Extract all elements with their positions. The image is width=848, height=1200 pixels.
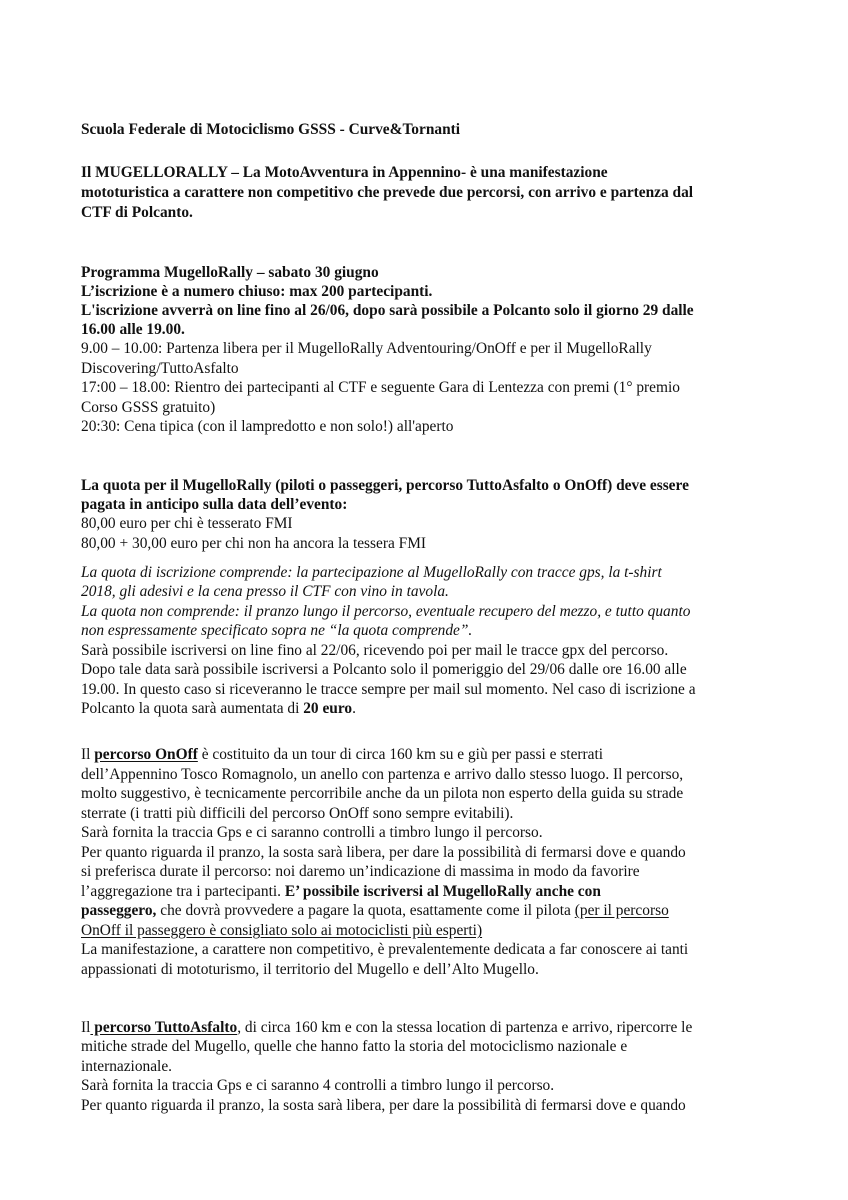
schedule-line: 17:00 – 18.00: Rientro dei partecipanti al CTF e seguente Gara di Lentezza con premi (1° premio	[81, 379, 680, 396]
onoff-passenger-line: passeggero, che dovrà provvedere a pagare la quota, esattamente come il pilota (per il percorso	[81, 902, 669, 919]
tuttoasfalto-line: Sarà fornita la traccia Gps e ci saranno 4 controlli a timbro lungo il percorso.	[81, 1077, 555, 1094]
registration-info-line: 19.00. In questo caso si riceveranno le tracce sempre per mail sul momento. Nel caso di iscrizione a	[81, 681, 696, 698]
schedule-line: 9.00 – 10.00: Partenza libera per il MugelloRally Adventouring/OnOff e per il MugelloRally	[81, 340, 652, 357]
quota-heading-line: pagata in anticipo sulla data dell’evento:	[81, 496, 348, 513]
quota-excludes-line: La quota non comprende: il pranzo lungo il percorso, eventuale recupero del mezzo, e tutto quanto	[81, 603, 691, 620]
schedule-line: Corso GSSS gratuito)	[81, 399, 216, 416]
onoff-line: appassionati di mototurismo, il territorio del Mugello e dell’Alto Mugello.	[81, 961, 539, 978]
quota-excludes-line: non espressamente specificato sopra ne “la quota comprende”.	[81, 622, 473, 639]
schedule-line: Discovering/TuttoAsfalto	[81, 360, 239, 377]
registration-info-line: Sarà possibile iscriversi on line fino al 22/06, ricevendo poi per mail le tracce gpx del percorso.	[81, 642, 669, 659]
passenger-note-bold: E’ possibile iscriversi al MugelloRally anche con	[284, 883, 601, 900]
schedule-line: 20:30: Cena tipica (con il lampredotto e non solo!) all'aperto	[81, 418, 454, 435]
quota-includes-line: La quota di iscrizione comprende: la partecipazione al MugelloRally con tracce gps, la t-shirt	[81, 564, 662, 581]
onoff-aggregation-line: l’aggregazione tra i partecipanti. E’ possibile iscriversi al MugelloRally anche con	[81, 883, 601, 900]
onoff-line: dell’Appennino Tosco Romagnolo, un anello con partenza e arrivo dallo stesso luogo. Il percorso,	[81, 766, 684, 783]
price-line: 80,00 euro per chi è tesserato FMI	[81, 515, 293, 532]
onoff-line: molto suggestivo, è tecnicamente percorribile anche da un pilota non esperto della guida su strade	[81, 785, 684, 802]
closed-registration: L’iscrizione è a numero chiuso: max 200 partecipanti.	[81, 283, 433, 300]
tuttoasfalto-route-title: percorso TuttoAsfalto	[90, 1019, 238, 1036]
onoff-line: si preferisca durate il percorso: noi daremo un’indicazione di massima in modo da favorire	[81, 863, 640, 880]
onoff-line: sterrate (i tratti più difficili del percorso OnOff sono sempre evitabili).	[81, 805, 514, 822]
onoff-line: Per quanto riguarda il pranzo, la sosta sarà libera, per dare la possibilità di fermarsi dove e quando	[81, 844, 686, 861]
document-title: Scuola Federale di Motociclismo GSSS - Curve&Tornanti	[81, 121, 461, 138]
onoff-intro-line: Il percorso OnOff è costituito da un tour di circa 160 km su e giù per passi e sterrati	[81, 746, 604, 763]
tuttoasfalto-line: mitiche strade del Mugello, quelle che hanno fatto la storia del motociclismo nazionale e	[81, 1038, 628, 1055]
quota-includes-line: 2018, gli adesivi e la cena presso il CTF con vino in tavola.	[81, 583, 449, 600]
onoff-route-title: percorso OnOff	[94, 746, 198, 763]
price-line: 80,00 + 30,00 euro per chi non ha ancora la tessera FMI	[81, 535, 427, 552]
surcharge-amount: 20 euro	[303, 700, 353, 717]
intro-line: CTF di Polcanto.	[81, 204, 193, 221]
surcharge-line: Polcanto la quota sarà aumentata di 20 euro.	[81, 700, 356, 717]
registration-line: L'iscrizione avverrà on line fino al 26/06, dopo sarà possibile a Polcanto solo il giorno 29 dalle	[81, 302, 694, 319]
registration-info-line: Dopo tale data sarà possibile iscriversi a Polcanto solo il pomeriggio del 29/06 dalle ore 16.00 alle	[81, 661, 687, 678]
onoff-line: La manifestazione, a carattere non competitivo, è prevalentemente dedicata a far conoscere ai tanti	[81, 941, 689, 958]
registration-line: 16.00 alle 19.00.	[81, 321, 185, 338]
quota-heading-line: La quota per il MugelloRally (piloti o passeggeri, percorso TuttoAsfalto o OnOff) deve essere	[81, 477, 689, 494]
program-heading: Programma MugelloRally – sabato 30 giugno	[81, 264, 379, 281]
tuttoasfalto-line: Per quanto riguarda il pranzo, la sosta sarà libera, per dare la possibilità di fermarsi dove e quando	[81, 1097, 686, 1114]
passenger-advice-line: OnOff il passeggero è consigliato solo ai motociclisti più esperti)	[81, 922, 483, 939]
tuttoasfalto-line: internazionale.	[81, 1058, 173, 1075]
intro-line: Il MUGELLORALLY – La MotoAvventura in Appennino- è una manifestazione	[81, 164, 608, 181]
passenger-advice: (per il percorso	[574, 902, 669, 919]
tuttoasfalto-intro-line: Il percorso TuttoAsfalto, di circa 160 km e con la stessa location di partenza e arrivo, ripercorre le	[81, 1019, 693, 1036]
onoff-line: Sarà fornita la traccia Gps e ci saranno controlli a timbro lungo il percorso.	[81, 824, 543, 841]
intro-line: mototuristica a carattere non competitivo che prevede due percorsi, con arrivo e partenza dal	[81, 184, 694, 201]
